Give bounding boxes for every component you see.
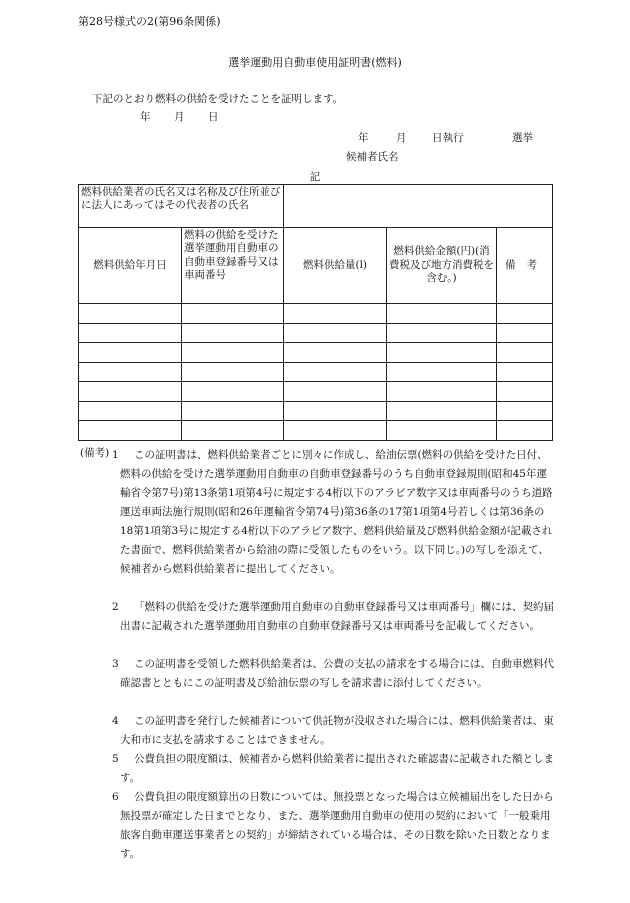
- supplier-label: 燃料供給業者の氏名又は名称及び住所並びに法人にあってはその代表者の氏名: [81, 186, 281, 212]
- cell-quantity[interactable]: [284, 362, 387, 382]
- note-number: 3: [112, 658, 119, 670]
- note-number: 4: [112, 715, 119, 727]
- cell-remarks[interactable]: [497, 421, 553, 441]
- election-label: 選挙: [512, 132, 533, 144]
- header-quantity: 燃料供給量(l): [284, 228, 387, 304]
- ki-heading: 記: [309, 171, 321, 183]
- cell-date[interactable]: [79, 401, 182, 421]
- header-date: 燃料供給年月日: [79, 228, 182, 304]
- cell-quantity[interactable]: [284, 401, 387, 421]
- note-text: この証明書を発行した候補者について供託物が没収された場合には、燃料供給業者は、東大和市に支払を請求することはできません。: [120, 715, 554, 746]
- cell-remarks[interactable]: [497, 382, 553, 402]
- cell-date[interactable]: [79, 362, 182, 382]
- cell-vehicle[interactable]: [182, 382, 284, 402]
- supplier-label-cell: [79, 185, 284, 228]
- election-executed-label: 日執行: [432, 132, 464, 144]
- note-number: 5: [112, 753, 119, 765]
- header-remarks: 備考: [497, 228, 553, 304]
- cell-remarks[interactable]: [497, 401, 553, 421]
- cell-vehicle[interactable]: [182, 401, 284, 421]
- cell-vehicle[interactable]: [182, 323, 284, 343]
- cell-amount[interactable]: [387, 323, 497, 343]
- note-number: 6: [112, 791, 119, 803]
- election-year-label: 年: [358, 132, 369, 144]
- note-text: この証明書は、燃料供給業者ごとに別々に作成し、給油伝票(燃料の供給を受けた日付、燃料の供給を受けた選挙運動用自動車の自動車登録番号のうち自動車登録規則(昭和45年運輸省令第7号)第13条第1項第4号に規定する4桁以下のアラビア数字又は車両番号のうち道路運送車両法施行規則(昭和26年運輸省令第74号)第36条の17第1項第4号若しくは第36条の18第1項第3号に規定する4桁以下のアラビア数字、燃料供給量及び燃料供給金額が記載された書面で、燃料供給業者から給油の際に受領したものをいう。以下同じ。)の写しを添えて、候補者から燃料供給業者に提出してください。: [120, 449, 553, 575]
- note-text: 公費負担の限度額算出の日数については、無投票となった場合は立候補届出をした日から無投票が確定した日までとなり、また、選挙運動用自動車の使用の契約において「一般乗用旅客自動車運送事業者との契約」が締結されている場合は、その日数を除いた日数となります。: [120, 791, 554, 860]
- cell-quantity[interactable]: [284, 343, 387, 363]
- table-row: [79, 421, 553, 441]
- cell-vehicle[interactable]: [182, 362, 284, 382]
- supplier-row: [79, 185, 553, 228]
- cell-remarks[interactable]: [497, 323, 553, 343]
- cell-amount[interactable]: [387, 401, 497, 421]
- cell-vehicle[interactable]: [182, 343, 284, 363]
- notes-label: (備考): [80, 447, 110, 459]
- table-row: [79, 362, 553, 382]
- cell-quantity[interactable]: [284, 382, 387, 402]
- table-row: [79, 343, 553, 363]
- table-row: [79, 401, 553, 421]
- note-number: 1: [112, 449, 119, 461]
- table-row: [79, 382, 553, 402]
- note-text: この証明書を受領した燃料供給業者は、公費の支払の請求をする場合には、自動車燃料代確認書とともにこの証明書及び給油伝票の写しを請求書に添付してください。: [120, 658, 554, 689]
- cell-quantity[interactable]: [284, 323, 387, 343]
- header-amount: 燃料供給金額(円)(消費税及び地方消費税を含む。): [387, 228, 497, 304]
- date-month-label: 月: [174, 111, 185, 123]
- note-item: [78, 446, 554, 579]
- fuel-supply-table: [78, 184, 553, 441]
- cell-remarks[interactable]: [497, 304, 553, 324]
- cell-remarks[interactable]: [497, 362, 553, 382]
- candidate-name-label: 候補者氏名: [346, 151, 399, 163]
- cell-amount[interactable]: [387, 362, 497, 382]
- note-number: 2: [112, 601, 119, 613]
- cell-amount[interactable]: [387, 421, 497, 441]
- note-text: 「燃料の供給を受けた選挙運動用自動車の自動車登録番号又は車両番号」欄には、契約届出書に記載された選挙運動用自動車の自動車登録番号又は車両番号を記載してください。: [120, 601, 554, 632]
- note-item: [78, 598, 554, 636]
- header-vehicle-number: 燃料の供給を受けた選挙運動用自動車の自動車登録番号又は車両番号: [182, 228, 284, 304]
- date-day-label: 日: [208, 111, 219, 123]
- note-item: [78, 750, 554, 788]
- note-text: 公費負担の限度額は、候補者から燃料供給業者に提出された確認書に記載された額とします。: [120, 753, 554, 784]
- header-row: [79, 228, 553, 304]
- cell-date[interactable]: [79, 323, 182, 343]
- cell-amount[interactable]: [387, 343, 497, 363]
- cell-date[interactable]: [79, 382, 182, 402]
- supplier-value-cell[interactable]: [284, 185, 553, 228]
- table-row: [79, 304, 553, 324]
- cell-date[interactable]: [79, 304, 182, 324]
- cell-vehicle[interactable]: [182, 304, 284, 324]
- date-year-label: 年: [140, 111, 151, 123]
- cell-remarks[interactable]: [497, 343, 553, 363]
- cell-vehicle[interactable]: [182, 421, 284, 441]
- cell-quantity[interactable]: [284, 421, 387, 441]
- cell-amount[interactable]: [387, 304, 497, 324]
- document-title: 選挙運動用自動車使用証明書(燃料): [228, 56, 402, 69]
- intro-text: 下記のとおり燃料の供給を受けたことを証明します。: [92, 93, 344, 105]
- election-month-label: 月: [396, 132, 407, 144]
- note-item: [78, 788, 554, 864]
- table-row: [79, 323, 553, 343]
- note-item: [78, 655, 554, 693]
- cell-quantity[interactable]: [284, 304, 387, 324]
- cell-date[interactable]: [79, 421, 182, 441]
- cell-date[interactable]: [79, 343, 182, 363]
- form-number: 第28号様式の2(第96条関係): [78, 15, 221, 28]
- note-item: [78, 712, 554, 750]
- cell-amount[interactable]: [387, 382, 497, 402]
